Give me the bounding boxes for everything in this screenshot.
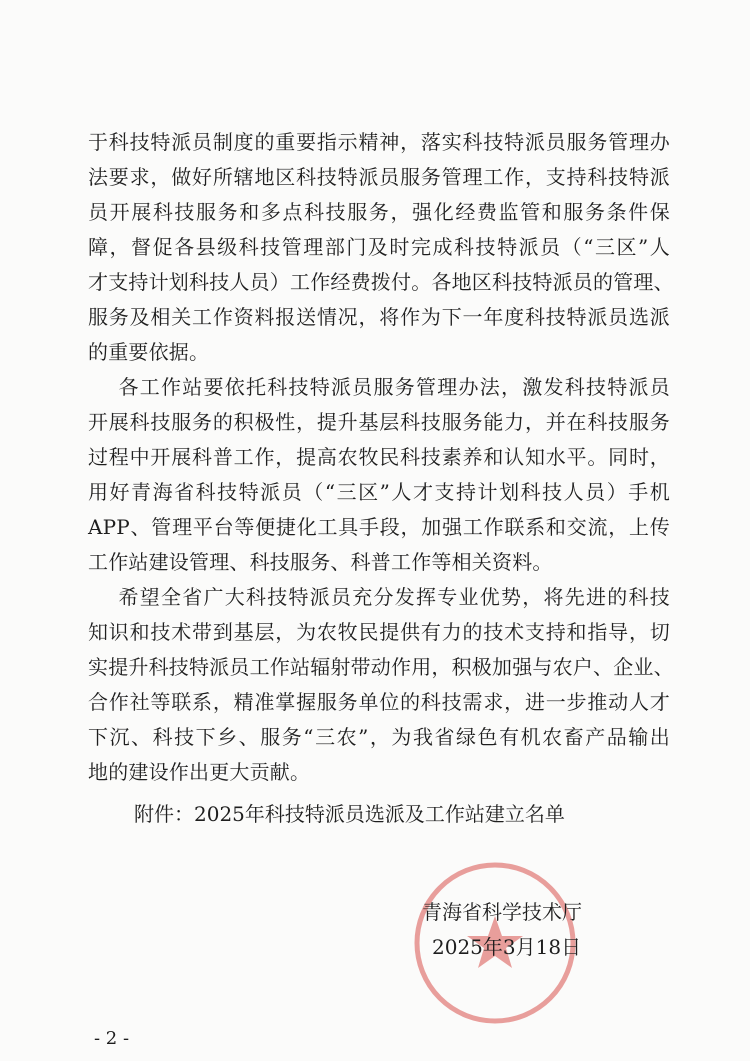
text-line: 障，督促各县级科技管理部门及时完成科技特派员（“三区”人 [88, 235, 670, 259]
text-line: 的重要依据。 [88, 340, 210, 364]
text-line: 希望全省广大科技特派员充分发挥专业优势，将先进的科技 [88, 585, 670, 609]
text-line: 过程中开展科普工作，提高农牧民科技素养和认知水平。同时， [88, 445, 670, 469]
text-line: 工作站建设管理、科技服务、科普工作等相关资料。 [88, 550, 553, 574]
text-line: 实提升科技特派员工作站辐射带动作用，积极加强与农户、企业、 [88, 655, 674, 679]
text-line: 才支持计划科技人员）工作经费拨付。各地区科技特派员的管理、 [88, 270, 674, 294]
paragraph [88, 370, 670, 580]
signature-block [422, 895, 582, 965]
paragraph [88, 125, 674, 370]
text-line: 开展科技服务的积极性，提升基层科技服务能力，并在科技服务 [88, 410, 670, 434]
issuing-organization: 青海省科学技术厅 [422, 900, 582, 924]
text-line: 于科技特派员制度的重要指示精神，落实科技特派员服务管理办 [88, 130, 670, 154]
text-line: 地的建设作出更大贡献。 [88, 760, 311, 784]
text-line: 用好青海省科技特派员（“三区”人才支持计划科技人员）手机 [88, 480, 670, 504]
body-text [88, 125, 674, 790]
text-line: 各工作站要依托科技特派员服务管理办法，激发科技特派员 [88, 375, 670, 399]
text-line: 法要求，做好所辖地区科技特派员服务管理工作，支持科技特派 [88, 165, 670, 189]
issue-date: 2025年3月18日 [432, 935, 582, 959]
text-line: 员开展科技服务和多点科技服务，强化经费监管和服务条件保 [88, 200, 670, 224]
text-line: APP、管理平台等便捷化工具手段，加强工作联系和交流，上传 [88, 515, 670, 539]
text-line: 服务及相关工作资料报送情况，将作为下一年度科技特派员选派 [88, 305, 670, 329]
text-line: 合作社等联系，精准掌握服务单位的科技需求，进一步推动人才 [88, 690, 670, 714]
text-line: 下沉、科技下乡、服务“三农”，为我省绿色有机农畜产品输出 [88, 725, 670, 749]
page-number: - 2 - [94, 1028, 130, 1049]
attachment-line: 附件：2025年科技特派员选派及工作站建立名单 [134, 802, 565, 826]
paragraph [88, 580, 674, 790]
text-line: 知识和技术带到基层，为农牧民提供有力的技术支持和指导，切 [88, 620, 670, 644]
